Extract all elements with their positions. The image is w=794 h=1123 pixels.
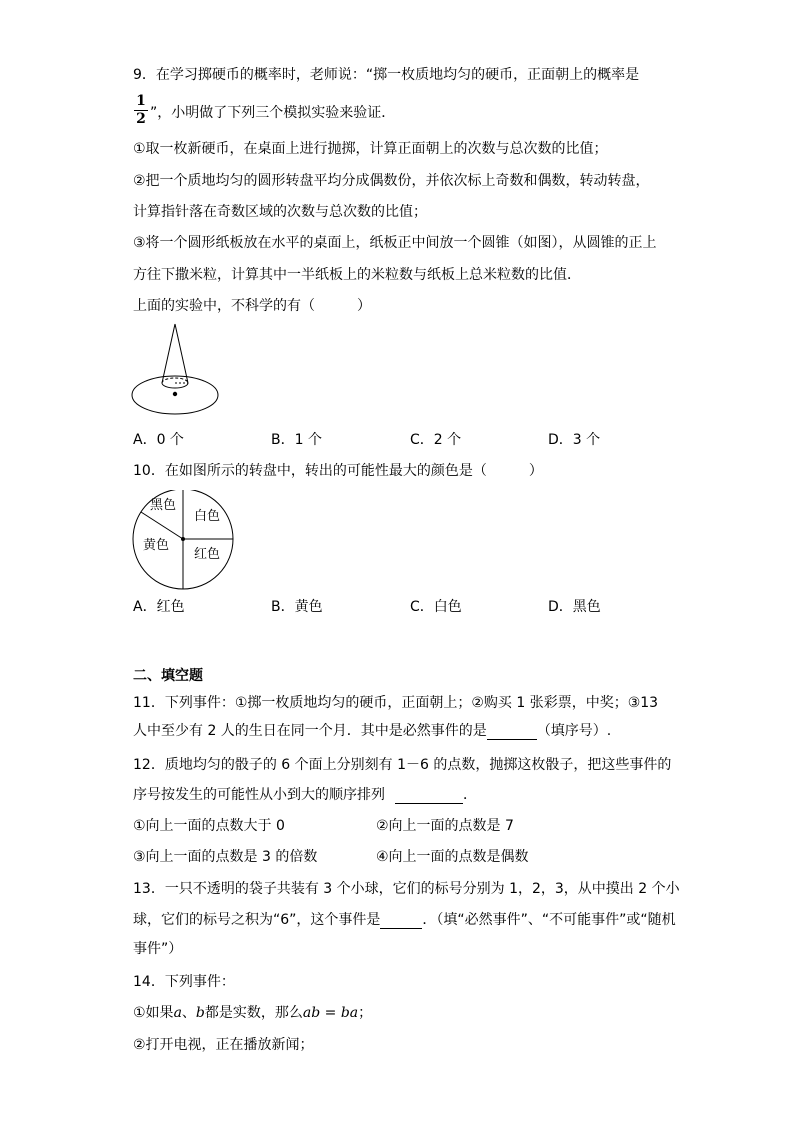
q11-line1: 11．下列事件：①掷一枚质地均匀的硬币，正面朝上；②购买 1 张彩票，中奖；③13: [133, 695, 659, 711]
q14-item1-middle: 都是实数，那么: [204, 1005, 303, 1021]
q12-answer-blank[interactable]: [395, 789, 463, 804]
q13-line1: 13．一只不透明的袋子共装有 3 个小球，它们的标号分别为 1，2，3，从中摸出 2 个小: [133, 881, 680, 897]
q9-option-a[interactable]: A．0 个: [133, 432, 184, 448]
q13-answer-blank[interactable]: [380, 914, 422, 929]
q9-line6: ③将一个圆形纸板放在水平的桌面上，纸板正中间放一个圆锥（如图），从圆锥的正上: [133, 235, 657, 251]
q10-option-c[interactable]: C．白色: [410, 599, 462, 615]
q14-item-1: [133, 1004, 372, 1022]
q9-option-b[interactable]: B．1 个: [271, 432, 322, 448]
q12-line2: [133, 786, 477, 804]
q14-item1-prefix: ①如果: [133, 1005, 174, 1021]
q12-item-4: ④向上一面的点数是偶数: [376, 849, 529, 865]
q12-item-1: ①向上一面的点数大于 0: [133, 818, 285, 834]
q12-line2-tail: ．: [463, 787, 477, 803]
q13-line2-tail: ．（填“必然事件”、“不可能事件”或“随机: [422, 912, 676, 928]
q10-line1: 10．在如图所示的转盘中，转出的可能性最大的颜色是（ ）: [133, 463, 543, 479]
section-title-fill-in: 二、填空题: [133, 668, 203, 684]
spinner-figure: [131, 490, 235, 590]
cone-base-back: [162, 378, 188, 383]
spinner-center-dot: [181, 537, 185, 541]
q13-line3: 事件”）: [133, 941, 183, 957]
q14-item1-end: ；: [358, 1005, 373, 1021]
fraction-one-half: [133, 94, 149, 127]
q10-option-d[interactable]: D．黑色: [548, 599, 601, 615]
q9-line7: 方往下撒米粒，计算其中一半纸板上的米粒数与纸板上总米粒数的比值．: [133, 267, 581, 283]
q9-line8: 上面的实验中，不科学的有（ ）: [133, 298, 371, 314]
q11-answer-blank[interactable]: [487, 725, 537, 740]
cone-base-front: [162, 383, 188, 388]
equation-ab-ba: ab = ba: [302, 1005, 359, 1021]
q9-line5: 计算指针落在奇数区域的次数与总次数的比值；: [133, 204, 427, 220]
cone-on-board-figure: [130, 320, 220, 416]
q11-line2: [133, 722, 611, 740]
sector-label-red: 红色: [194, 547, 221, 562]
q12-line2-text: 序号按发生的可能性从小到大的顺序排列: [133, 787, 385, 803]
q13-line2: [133, 911, 676, 929]
q10-option-b[interactable]: B．黄色: [271, 599, 323, 615]
q12-item-3: ③向上一面的点数是 3 的倍数: [133, 849, 318, 865]
q12-item-2: ②向上一面的点数是 7: [376, 818, 514, 834]
q14-line1: 14．下列事件：: [133, 974, 235, 990]
variable-b: b: [195, 1005, 205, 1021]
q9-option-d[interactable]: D．3 个: [548, 432, 601, 448]
q9-option-c[interactable]: C．2 个: [410, 432, 462, 448]
q10-option-a[interactable]: A．红色: [133, 599, 185, 615]
q13-line2-text: 球，它们的标号之积为“6”，这个事件是: [133, 912, 381, 928]
cone-right-edge: [175, 324, 188, 383]
fraction-numerator: 1: [136, 93, 146, 109]
variable-a: a: [173, 1005, 182, 1021]
q14-item1-sep: 、: [181, 1005, 196, 1021]
q9-line1: 9．在学习掷硬币的概率时，老师说：“掷一枚质地均匀的硬币，正面朝上的概率是: [133, 67, 640, 83]
spinner-divider-diagonal: [141, 512, 183, 539]
board-center-dot: [173, 392, 177, 396]
cone-left-edge: [162, 324, 175, 383]
q9-line2: ”，小明做了下列三个模拟实验来验证．: [150, 105, 396, 121]
q11-line2-text: 人中至少有 2 人的生日在同一个月．其中是必然事件的是: [133, 723, 487, 739]
q11-line2-tail: （填序号）.: [536, 723, 612, 739]
sector-label-black: 黑色: [150, 498, 177, 513]
q9-line3: ①取一枚新硬币，在桌面上进行抛掷，计算正面朝上的次数与总次数的比值；: [133, 141, 608, 157]
sector-label-yellow: 黄色: [143, 538, 170, 553]
q12-line1: 12．质地均匀的骰子的 6 个面上分别刻有 1－6 的点数，抛掷这枚骰子，把这些事件的: [133, 757, 672, 773]
q9-line4: ②把一个质地均匀的圆形转盘平均分成偶数份，并依次标上奇数和偶数，转动转盘，: [133, 173, 650, 189]
fraction-denominator: 2: [136, 111, 146, 127]
sector-label-white: 白色: [194, 509, 221, 524]
q14-item-2: ②打开电视，正在播放新闻；: [133, 1037, 314, 1053]
